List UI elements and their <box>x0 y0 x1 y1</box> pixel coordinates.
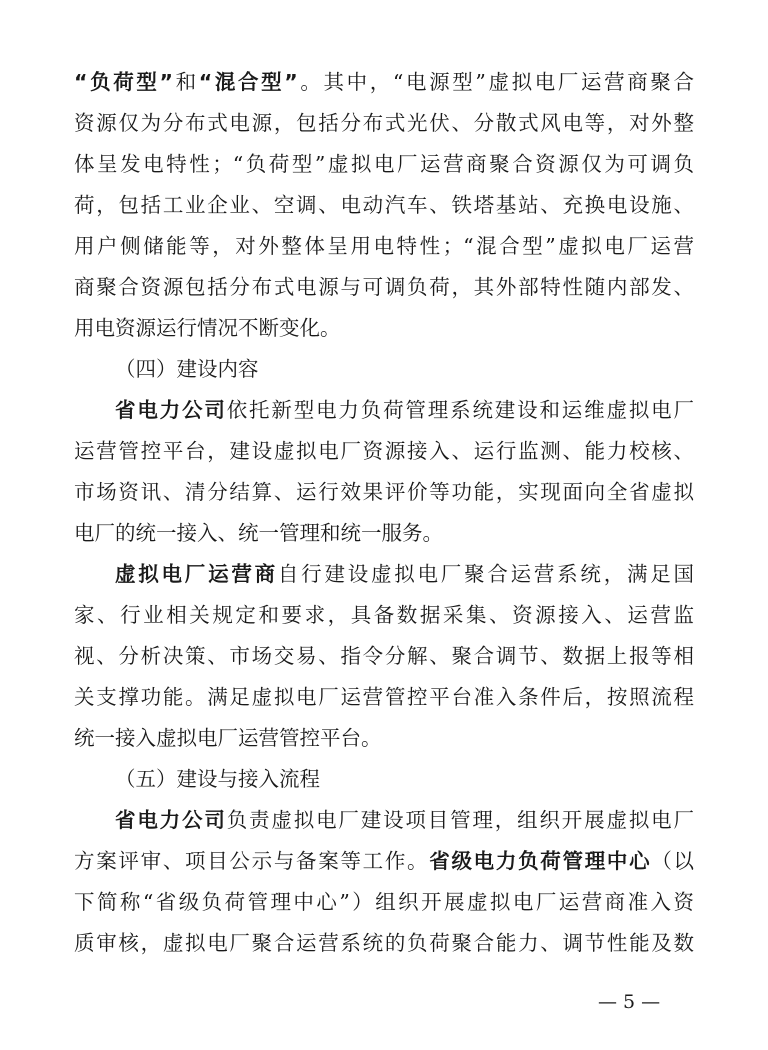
text-line: 荷，包括工业企业、空调、电动汽车、铁塔基站、充换电设施、 <box>74 193 694 217</box>
text-line: 市场资讯、清分结算、运行效果评价等功能，实现面向全省虚拟 <box>74 480 694 504</box>
text-span: 方案评审、项目公示与备案等工作。 <box>74 849 430 873</box>
text-span: （以 <box>651 849 694 873</box>
document-body <box>74 62 694 964</box>
text-line <box>74 841 694 882</box>
text-line: 运营管控平台，建设虚拟电厂资源接入、运行监测、能力校核、 <box>74 439 694 463</box>
section-heading-5: （五）建设与接入流程 <box>115 767 320 791</box>
text-span: 。其中，“电源型”虚拟电厂运营商聚合 <box>297 70 694 94</box>
paragraph-construction-process <box>74 800 694 964</box>
text-line: 商聚合资源包括分布式电源与可调负荷，其外部特性随内部发、 <box>74 275 694 299</box>
text-line <box>74 62 694 103</box>
paragraph-vpp-operator <box>74 554 694 759</box>
text-span: 自行建设虚拟电厂聚合运营系统，满足国 <box>277 562 694 586</box>
text-line: 统一接入虚拟电厂运营管控平台。 <box>74 726 382 750</box>
text-span: 负责虚拟电厂建设项目管理，组织开展虚拟电厂 <box>226 808 694 832</box>
text-line: 用电资源运行情况不断变化。 <box>74 316 341 340</box>
text-line <box>74 390 694 431</box>
bold-term: 虚拟电厂运营商 <box>115 562 278 586</box>
text-line <box>74 554 694 595</box>
text-line: 体呈发电特性；“负荷型”虚拟电厂运营商聚合资源仅为可调负 <box>74 152 694 176</box>
text-line: 视、分析决策、市场交易、指令分解、聚合调节、数据上报等相 <box>74 644 694 668</box>
bold-term: 省级电力负荷管理中心 <box>429 849 652 873</box>
text-line <box>74 800 694 841</box>
text-line: 用户侧储能等，对外整体呈用电特性；“混合型”虚拟电厂运营 <box>74 234 694 258</box>
text-line: 质审核，虚拟电厂聚合运营系统的负荷聚合能力、调节性能及数 <box>74 931 694 955</box>
bold-term: 省电力公司 <box>115 398 227 422</box>
section-heading-4: （四）建设内容 <box>115 357 259 381</box>
text-line: 家、行业相关规定和要求，具备数据采集、资源接入、运营监 <box>74 603 694 627</box>
text-line: 下简称“省级负荷管理中心”）组织开展虚拟电厂运营商准入资 <box>74 890 694 914</box>
text-line: 电厂的统一接入、统一管理和统一服务。 <box>74 521 443 545</box>
paragraph-provincial-company <box>74 390 694 554</box>
page-number: — 5 — <box>598 991 661 1013</box>
paragraph-resource-types <box>74 62 694 349</box>
bold-term: 省电力公司 <box>115 808 227 832</box>
text-line: 资源仅为分布式电源，包括分布式光伏、分散式风电等，对外整 <box>74 111 694 135</box>
bold-term: “负荷型” <box>74 70 173 94</box>
bold-term: “混合型” <box>198 70 298 94</box>
text-span: 和 <box>172 70 199 94</box>
text-line: 关支撑功能。满足虚拟电厂运营管控平台准入条件后，按照流程 <box>74 685 694 709</box>
text-span: 依托新型电力负荷管理系统建设和运维虚拟电厂 <box>226 398 694 422</box>
